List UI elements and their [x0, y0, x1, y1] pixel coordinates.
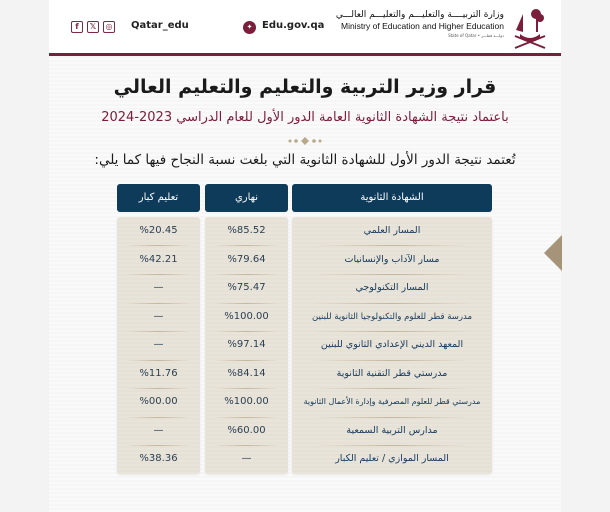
table-cell: %38.36 [139, 453, 178, 464]
column-header-day: نهاري [205, 184, 288, 212]
state-label: State of Qatar • دولـــة قطـــر [448, 33, 504, 38]
instagram-icon[interactable]: ◎ [103, 21, 115, 33]
table-cell: مدرستي قطر للعلوم المصرفية وإدارة الأعمال الثانوية [303, 397, 481, 406]
table-cell: %97.14 [227, 339, 266, 350]
announcement-card [49, 0, 561, 512]
table-cell: %00.00 [139, 396, 178, 407]
globe-icon: ✦ [243, 21, 256, 34]
day-column [205, 217, 288, 474]
facebook-icon[interactable]: f [71, 21, 83, 33]
column-header-certificate: الشهادة الثانوية [292, 184, 492, 212]
page-title: قرار وزير التربية والتعليم والتعليم العالي [113, 76, 497, 98]
column-header-adult-education: تعليم كبار [117, 184, 200, 212]
intro-text: تُعتمد نتيجة الدور الأول للشهادة الثانوية التي بلغت نسبة النجاح فيها كما يلي: [94, 152, 516, 168]
table-cell: %100.00 [224, 396, 269, 407]
header-bar [49, 0, 561, 56]
ornament-divider-icon [285, 136, 325, 146]
ministry-name [336, 10, 504, 40]
table-cell: — [241, 453, 252, 464]
table-cell: — [153, 310, 164, 322]
page-subtitle: باعتماد نتيجة الشهادة الثانوية العامة الدور الأول للعام الدراسي 2023-2024 [101, 110, 509, 125]
table-cell: مدرستي قطر التقنية الثانوية [336, 367, 448, 379]
table-cell: %75.47 [227, 282, 266, 293]
website-link[interactable]: Edu.gov.qa [262, 20, 325, 31]
social-links [71, 21, 115, 33]
table-cell: مدارس التربية السمعية [346, 424, 438, 436]
table-cell: %20.45 [139, 225, 178, 236]
table-cell: مدرسة قطر للعلوم والتكنولوجيا الثانوية للبنين [311, 311, 473, 322]
qatar-emblem-icon [511, 6, 549, 50]
social-handle[interactable]: Qatar_edu [131, 20, 189, 31]
table-cell: %84.14 [227, 367, 266, 379]
table-cell: %11.76 [139, 367, 178, 379]
x-icon[interactable]: 𝕏 [87, 21, 99, 33]
table-cell: — [153, 339, 164, 350]
table-cell: %60.00 [227, 424, 266, 436]
table-cell: المسار الموازي / تعليم الكبار [335, 453, 449, 464]
table-cell: %42.21 [139, 253, 178, 265]
table-cell: — [153, 424, 164, 436]
table-cell: المسار العلمي [363, 225, 421, 236]
ministry-name-english: Ministry of Education and Higher Education [340, 21, 504, 31]
table-cell: المسار التكنولوجي [355, 282, 429, 293]
adult-education-column [117, 217, 200, 474]
ministry-name-arabic: وزارة التربيــــة والتعليـــم والتعليـــم العالـــي [335, 10, 504, 20]
table-cell: — [153, 282, 164, 293]
table-cell: %100.00 [224, 310, 269, 322]
certificate-column [292, 217, 492, 474]
table-cell: %79.64 [227, 253, 266, 265]
table-cell: المعهد الديني الإعدادي الثانوي للبنين [320, 339, 464, 350]
table-cell: مسار الآداب والإنسانيات [344, 253, 440, 265]
table-cell: %85.52 [227, 225, 266, 236]
next-arrow-icon[interactable] [544, 235, 562, 271]
